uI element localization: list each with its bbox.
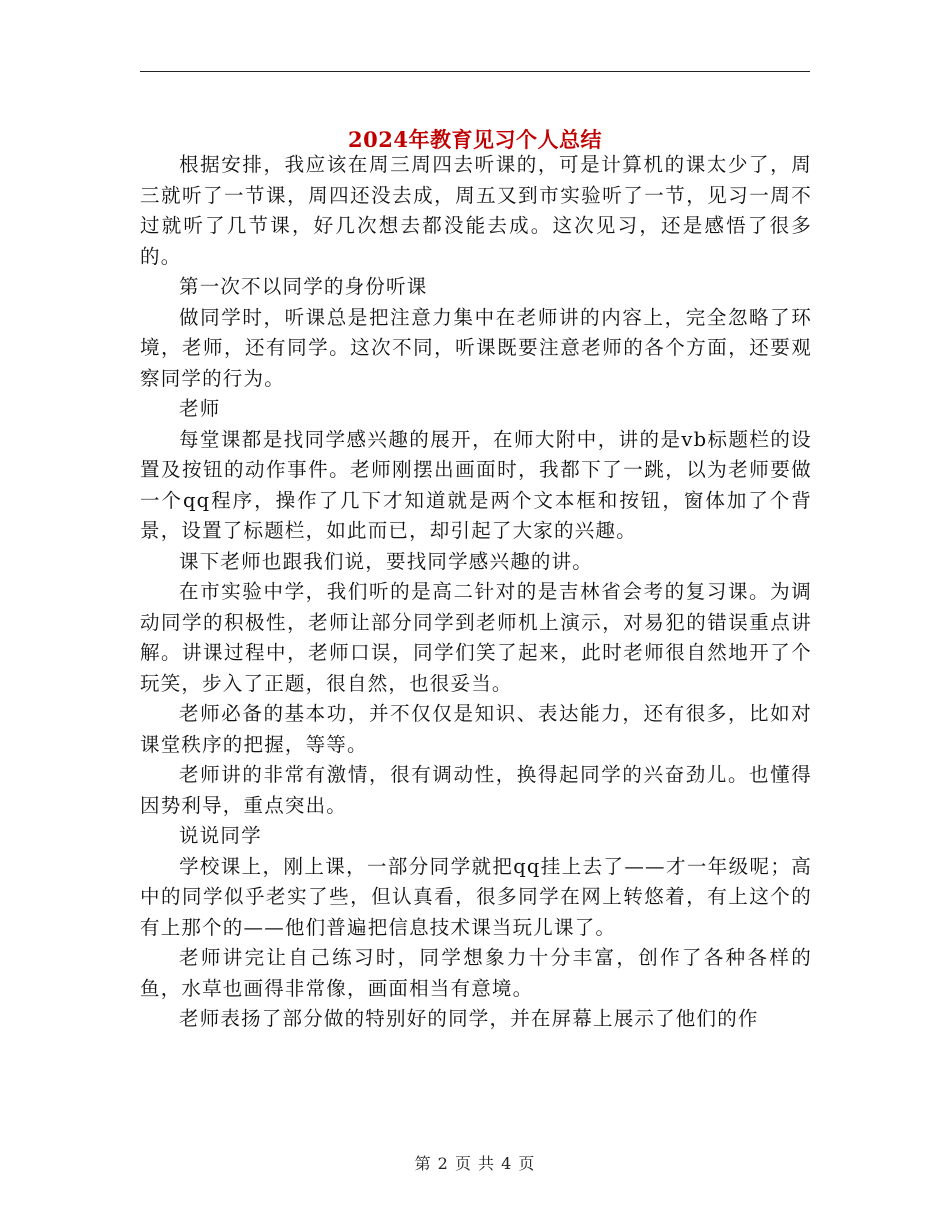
paragraph-9: 老师讲的非常有激情，很有调动性，换得起同学的兴奋劲儿。也懂得因势利导，重点突出。: [140, 763, 812, 817]
paragraph-3: 做同学时，听课总是把注意力集中在老师讲的内容上，完全忽略了环境，老师，还有同学。这次不同，听课既要注意老师的各个方面，还要观察同学的行为。: [140, 305, 812, 390]
paragraph-5: 每堂课都是找同学感兴趣的展开，在师大附中，讲的是vb标题栏的设置及按钮的动作事件。老师刚摆出画面时，我都下了一跳，以为老师要做一个qq程序，操作了几下才知道就是两个文本框和按钮，窗体加了个背景，设置了标题栏，如此而已，却引起了大家的兴趣。: [140, 427, 812, 542]
header-rule: [140, 71, 810, 72]
document-title: 2024年教育见习个人总结: [348, 127, 602, 153]
document-body: [140, 150, 812, 1035]
section-heading-teacher: 老师: [179, 397, 221, 420]
paragraph-13: 老师表扬了部分做的特别好的同学，并在屏幕上展示了他们的作: [179, 1007, 759, 1030]
paragraph-8: 老师必备的基本功，并不仅仅是知识、表达能力，还有很多，比如对课堂秩序的把握，等等。: [140, 702, 812, 756]
paragraph-12: 老师讲完让自己练习时，同学想象力十分丰富，创作了各种各样的鱼，水草也画得非常像，画面相当有意境。: [140, 946, 812, 1000]
page-footer: [0, 1153, 950, 1175]
page-number: 第 2 页 共 4 页: [414, 1154, 536, 1173]
section-heading-students: 说说同学: [179, 824, 262, 847]
paragraph-11: 学校课上，刚上课，一部分同学就把qq挂上去了——才一年级呢；高中的同学似乎老实了些，但认真看，很多同学在网上转悠着，有上这个的有上那个的——他们普遍把信息技术课当玩儿课了。: [140, 854, 812, 939]
paragraph-1: 根据安排，我应该在周三周四去听课的，可是计算机的课太少了，周三就听了一节课，周四还没去成，周五又到市实验听了一节，见习一周不过就听了几节课，好几次想去都没能去成。这次见习，还是感悟了很多的。: [140, 153, 812, 268]
paragraph-7: 在市实验中学，我们听的是高二针对的是吉林省会考的复习课。为调动同学的积极性，老师让部分同学到老师机上演示，对易犯的错误重点讲解。讲课过程中，老师口误，同学们笑了起来，此时老师很自然地开了个玩笑，步入了正题，很自然，也很妥当。: [140, 580, 812, 695]
paragraph-6: 课下老师也跟我们说，要找同学感兴趣的讲。: [179, 549, 594, 573]
section-heading-first-time: 第一次不以同学的身份听课: [179, 275, 428, 298]
